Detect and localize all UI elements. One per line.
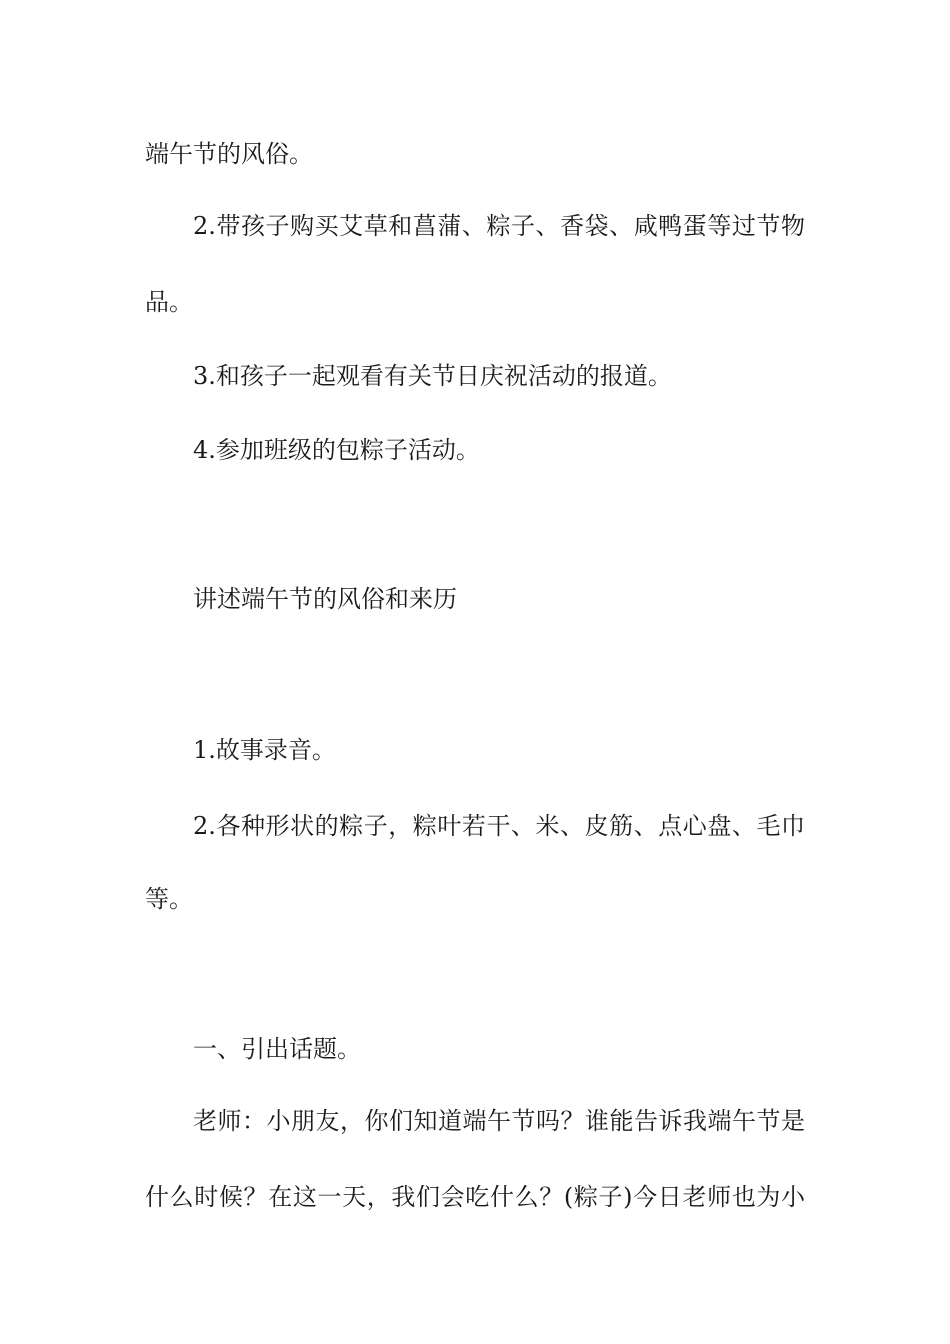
section-heading: 讲述端午节的风俗和来历 bbox=[193, 585, 457, 613]
text-line: 3.和孩子一起观看有关节日庆祝活动的报道。 bbox=[193, 362, 672, 390]
text-line: 1.故事录音。 bbox=[193, 736, 336, 764]
text-line: 老师：小朋友，你们知道端午节吗？谁能告诉我端午节是 bbox=[193, 1107, 805, 1135]
text-line: 端午节的风俗。 bbox=[145, 140, 313, 168]
section-heading: 一、引出话题。 bbox=[193, 1035, 361, 1063]
text-line: 4.参加班级的包粽子活动。 bbox=[193, 436, 480, 464]
text-line: 2.带孩子购买艾草和菖蒲、粽子、香袋、咸鸭蛋等过节物 bbox=[193, 212, 805, 240]
text-line: 等。 bbox=[145, 885, 193, 913]
text-line: 2.各种形状的粽子，粽叶若干、米、皮筋、点心盘、毛巾 bbox=[193, 812, 805, 840]
text-line: 什么时候？在这一天，我们会吃什么？(粽子)今日老师也为小 bbox=[145, 1183, 805, 1211]
text-line: 品。 bbox=[145, 288, 193, 316]
